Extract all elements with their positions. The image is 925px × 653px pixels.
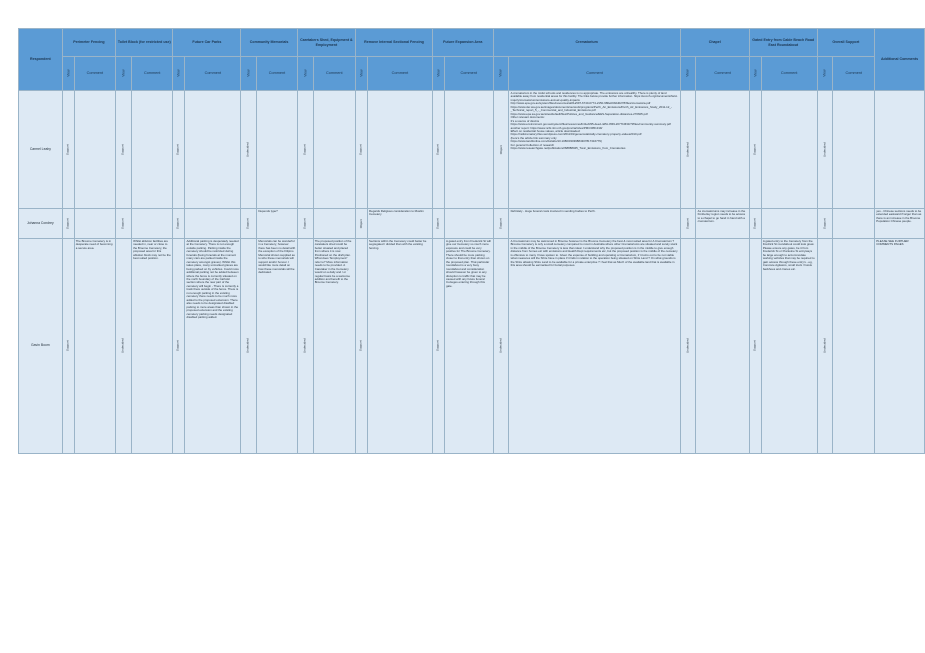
view-cell [749, 239, 761, 454]
view-value: Undecided [120, 338, 125, 354]
view-subheader: View [817, 57, 833, 91]
comment-cell [257, 91, 298, 209]
view-value: Undecided [685, 142, 690, 157]
comment-cell [367, 91, 432, 209]
comment-subheader: Comment [696, 57, 749, 91]
view-value: Support [822, 218, 827, 229]
view-subheader: View [493, 57, 509, 91]
section-header: Perimeter Fencing [62, 29, 115, 57]
table-row [19, 209, 925, 239]
comment-cell [833, 91, 875, 209]
view-value: Support [246, 218, 251, 229]
respondent-header: Respondent [19, 29, 63, 91]
section-header: Crematorium [493, 29, 680, 57]
comment-cell: A crematorium in the midst schools and residences is no appropriate. The emissions are unhealthy. There is plenty of land available away from residential areas for this facility. The links below provide further information. https://econh.org/documents/field-inquiry/crematorium/emissions-and-air-quality-impacts http://www.epa.gov.au/system/files/resources/abf1a597-6740-0774-2150-980eb6b0d0278/files/crematoria.pdf https://www.der.wa.gov.au/images/documents/ourwork/programs/Perth_Air_Emissions/Perth_Air_Emissions_Study_2011-12_-_Technical_report_5_-_Commercial_and_Industrial_Emissions.pdf https://www.epa.sa.gov.au/sites/default/files/Policies_and_Guidance/EES-Separation-distances-270605.pdf Other relevant documents: It's a source of dioxins https://www.environment.gov.au/system/files/resources/b41ebf35-deed-4d5c-8f49-2077b0f41f7f/files/community-summary.pdf another report: https://www.ncbi.nlm.nih.gov/pmc/articles/PMC3951319/ Effect on residential house values, article downloaded: https://na3crematory.files.wordpress.com/2011/01/genecostatically-crematory-property-values2010.pdf (here's the article link summary only https://www.tandfonline.com/doi/abs/10.1080/03036884307817316779) For general Collection of research https://www.researchgate.net/publication/268888045_Toxic_Emissions_from_Crematories [509, 91, 680, 209]
additional-comment-cell: PLEASE SEE FURTHER COMMENTS PAGES [875, 239, 925, 454]
view-cell [680, 239, 696, 454]
comment-cell [74, 209, 116, 239]
view-subheader: View [432, 57, 444, 91]
view-value: Undecided [822, 338, 827, 354]
view-cell [817, 209, 833, 239]
view-cell [356, 239, 368, 454]
comment-cell: As crematoriums may increase in the Kimberley region needs to be access to a chapel to go hand in hand with a crematorium. [696, 209, 749, 239]
view-subheader: View [241, 57, 257, 91]
view-subheader: View [749, 57, 761, 91]
view-value: Support [685, 218, 690, 229]
view-value: Support [752, 144, 757, 155]
view-cell [493, 91, 509, 209]
view-subheader: View [356, 57, 368, 91]
comment-subheader: Comment [509, 57, 680, 91]
view-cell [749, 91, 761, 209]
view-value: Support [358, 340, 363, 352]
section-header: Future Expansion Area [432, 29, 493, 57]
view-value: Support [176, 340, 181, 352]
section-header: Caretakers Shed, Equipment & Employment [297, 29, 355, 57]
comment-subheader: Comment [313, 57, 355, 91]
comment-cell [761, 91, 817, 209]
view-cell [62, 91, 74, 209]
comment-cell: Sections within the Cemetery could better be segregated / divided than with the existing fencing. [367, 239, 432, 454]
section-header: Overall Support [817, 29, 874, 57]
comment-cell [185, 91, 241, 209]
view-value: Support [435, 340, 440, 352]
view-cell [241, 91, 257, 209]
view-value: Object [498, 145, 503, 154]
view-cell [493, 209, 509, 239]
respondent-name: Carmel Leahy [19, 91, 63, 209]
comment-subheader: Comment [257, 57, 298, 91]
comment-cell [185, 209, 241, 239]
additional-comment-cell: yes - Chinese sections needs to be extended eastward if larger than as there is an increase in the Broome Population Chinese people. [875, 209, 925, 239]
view-value: Undecided [246, 142, 251, 157]
view-cell [356, 91, 368, 209]
table-row [19, 239, 925, 454]
comment-cell [761, 209, 817, 239]
comment-cell [313, 91, 355, 209]
comment-cell [696, 239, 749, 454]
view-cell [297, 209, 313, 239]
additional-comment-cell [875, 91, 925, 209]
section-header: Toilet Block (for restricted use) [116, 29, 173, 57]
comment-subheader: Comment [131, 57, 173, 91]
view-cell [297, 91, 313, 209]
view-cell [173, 91, 185, 209]
view-value: Undecided [498, 338, 503, 354]
view-cell [62, 209, 74, 239]
comment-cell: Additional parking is desperately needed at the Cemetery. There is not enough outside parking. Parking inside the cemetery should be restricted during funerals (being funerals at the moment many cars are parked inside the cemetery amongst graves). Whilst this takes place, many unmarked graves are being parked on by vehicles. Could more additional parking not be added between where the fence is currently situated on the north boundary of the Catholic section where the new part of the cemetery will begin - There is currently a track there outside of the fence. There is not enough parking in the existing cemetery there needs to be much more added to the proposed extension. There also needs to be designated disabled parking to more areas than shown in the proposed extension and the existing cemetery parking needs designated disabled parking added. [185, 239, 241, 454]
view-cell [493, 239, 509, 454]
comment-subheader: Comment [761, 57, 817, 91]
section-header: Future Car Parks [173, 29, 241, 57]
section-header: Community Memorials [241, 29, 297, 57]
view-value: Support [120, 144, 125, 155]
view-value: Support [752, 218, 757, 229]
respondent-name: Gavin Boom [19, 239, 63, 454]
consultation-table [18, 28, 925, 454]
view-cell [817, 91, 833, 209]
view-cell [297, 239, 313, 454]
section-header: Chapel [680, 29, 749, 57]
view-value: Support [120, 218, 125, 229]
comment-cell: Memorials can be wonderful in a Cemetery, however there has been no detail with the exception of the Filipino Memorial shown supplied as to who these memorials will support and/or honour. I would like more detail on how these memorials will be dedicated. [257, 239, 298, 454]
view-value: Support [302, 218, 307, 229]
view-value: Support [65, 340, 70, 352]
view-subheader: View [173, 57, 185, 91]
comment-cell [131, 209, 173, 239]
view-value: Undecided [822, 142, 827, 157]
view-cell [749, 209, 761, 239]
view-cell [116, 239, 132, 454]
view-cell [116, 91, 132, 209]
comment-subheader: Comment [185, 57, 241, 91]
view-cell [432, 91, 444, 209]
view-cell [432, 239, 444, 454]
view-value: Support [176, 218, 181, 229]
view-value: Support [65, 218, 70, 229]
comment-cell: A gated entry to the Cemetery from the Fredrick St roundabout could look great. Please ensure any gates, be it from Frederick St or D'antoine St entryways be large enough to accommodate working vehicles that may be required to gain access through these entry's - eg, Concrete Agitators, small truck / hoists backhoes and cranes etc. [761, 239, 817, 454]
comment-subheader: Comment [444, 57, 493, 91]
comment-cell [444, 91, 493, 209]
section-header: Remove Internal Sectional Fencing [356, 29, 433, 57]
view-value: Undecided [302, 338, 307, 354]
comment-cell [131, 91, 173, 209]
view-cell [680, 91, 696, 209]
comment-cell [833, 239, 875, 454]
view-value: Support [65, 144, 70, 155]
respondent-name: Johanna Condrey [19, 209, 63, 239]
comment-cell [74, 91, 116, 209]
comment-cell [833, 209, 875, 239]
view-value: Undecided [246, 338, 251, 354]
view-value: Support [358, 144, 363, 155]
comment-cell: The proposed position of the caretakers shed could be better situated and placed from where it is now Positioned on the draft plan. What does "Employment" refer to? More information needs to be provided. A Caretaker in the Cemetery would on a daily and / or regular basis be a welcome addition and benefit to the Broome Cemetery. [313, 239, 355, 454]
view-cell [680, 209, 696, 239]
view-cell [62, 239, 74, 454]
comment-cell: A gated entry from Frederick St will give our Cemetery so much more exposure and could be very positive for The Broome Cemetery. There should be more parking closer to that entry than shown on the proposed plan. That particular roundabout is a very busy roundabout and consideration should however be given to any disruption to traffic that may be caused with any future funeral Corteges entering through this gate. [444, 239, 493, 454]
table-row [19, 91, 925, 209]
comment-cell [313, 209, 355, 239]
view-subheader: View [297, 57, 313, 91]
view-cell [241, 239, 257, 454]
view-value: Undecided [685, 338, 690, 354]
view-value: Support [498, 218, 503, 229]
comment-cell: Depends type? [257, 209, 298, 239]
comment-subheader: Comment [833, 57, 875, 91]
view-cell [173, 239, 185, 454]
comment-cell: Regards Religious consideration to Muslim Cemetery [367, 209, 432, 239]
view-cell [116, 209, 132, 239]
comment-cell [696, 91, 749, 209]
comment-cell: Whilst ablution facilities are needed in, near or close to the Broome Cemetery, the proposed area for this ablution block may not be the best suited position. [131, 239, 173, 454]
comment-cell: The Broome Cemetery is in desperate need of becoming a secure area. [74, 239, 116, 454]
comment-subheader: Comment [367, 57, 432, 91]
section-header: Gated Entry from Cable Beach Road East Roundabout [749, 29, 817, 57]
view-subheader: View [116, 57, 132, 91]
view-value: Support [435, 144, 440, 155]
view-subheader: View [680, 57, 696, 91]
comment-cell: A Crematorium may be welcomed in Broome however is the Broome Cemetery the best & most suited area for A Crematorium ? Broome Cemetery is only a small cemetery compared to most in Australia where other Crematoriums are situated and surely stuck in the middle of the Broome Cemetery is less than ideal. I understand why the proposed position is in the middle to give enough distance from homes etc with emissions and Health Dept requirements etc, but the proposed position is the middle of the cemetery is offensive to many I have spoken to. Given the expense of building and operating a Crematorium, if it turns out to be not viable what measures will the Shire have in place if it fails in relation to the operation being situated on Shire Land ? On what grounds is the Shire allowing Shire Land to be available for a private enterprise ? I feel that as Much of the available land that is available in this area should be earmarked for burial purposes. [509, 239, 680, 454]
additional-comments-header: Additional Comments [875, 29, 925, 91]
view-cell [432, 209, 444, 239]
view-cell [241, 209, 257, 239]
view-value: Support [435, 218, 440, 229]
view-value: Support [752, 340, 757, 352]
view-cell [356, 209, 368, 239]
comment-cell [444, 209, 493, 239]
view-value: Object [358, 219, 363, 228]
comment-subheader: Comment [74, 57, 116, 91]
view-value: Support [302, 144, 307, 155]
comment-cell: Definitely - Huge funeral costs involved in sending bodies to Perth. [509, 209, 680, 239]
view-subheader: View [62, 57, 74, 91]
view-value: Support [176, 144, 181, 155]
view-cell [817, 239, 833, 454]
view-cell [173, 209, 185, 239]
